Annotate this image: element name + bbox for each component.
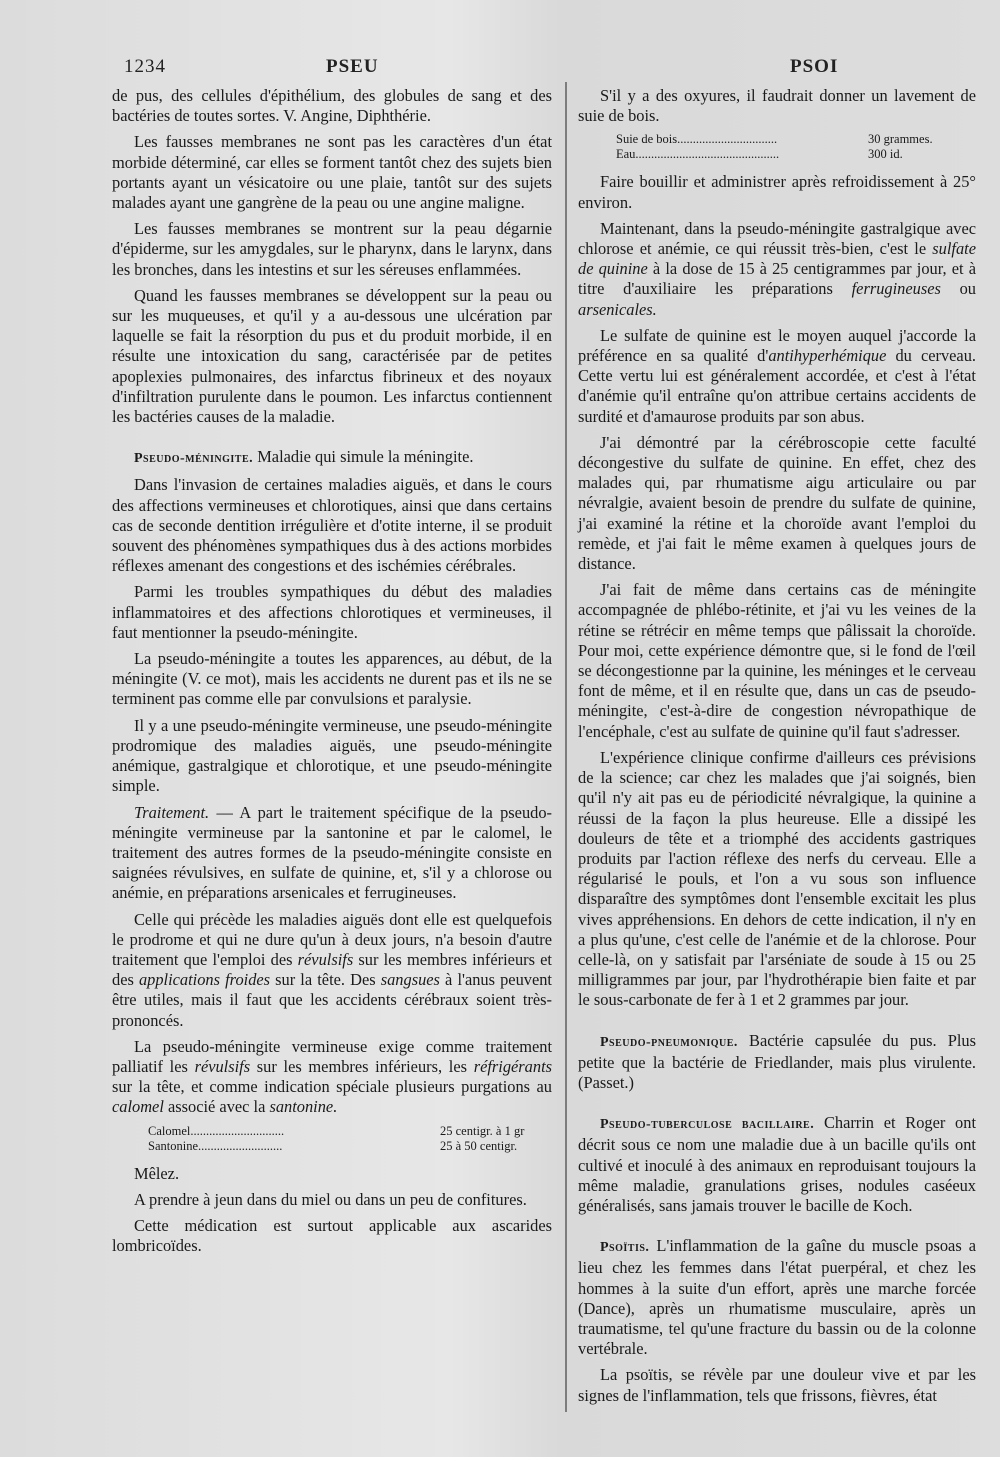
entry-pseudo-tuberculose [578, 1113, 976, 1216]
recipe-row [148, 1124, 552, 1139]
paragraph-text: — A part le traitement spécifique de la pseudo-méningite vermineuse par la santonine et par le calomel, le traitement des autres formes de la pseudo-méningite consiste en saignées révulsives, en sulfate de quinine, et, s'il y a chlorose ou anémie, en préparations arsenicales et ferrugineuses. [112, 802, 552, 903]
entry-headword: Pseudo-pneumonique. [600, 1034, 738, 1050]
text: sur la tête. Des [270, 970, 381, 990]
recipe-table [616, 132, 976, 162]
paragraph [578, 219, 976, 320]
entry-definition: Bactérie capsulée du pus. Plus petite que la bactérie de Friedlander, mais plus virulente. [578, 1030, 976, 1072]
paragraph: J'ai fait de même dans certains cas de méningite accompagnée de phlébo-rétinite, et j'ai vu les veines de la rétine se rétrécir en même temps que pâlissait la choroïde. Pour moi, cette expérience démontre que, si le fond de l'œil se décongestionne par la quinine, les méninges et le cerveau font de même, et il en résulte que, dans un cas de pseudo-méningite, c'est-à-dire de congestion névropathique de l'encéphale, c'est au sulfate de quinine qu'il faut s'adresser. [578, 580, 976, 741]
dose: 30 grammes. [868, 132, 933, 147]
text: Celle qui précède les maladies aiguës dont elle est quelquefois le prodrome et qui ne dure qu'un à deux jours, n'a besoin d'autre traitement que l'emploi des [112, 909, 552, 969]
emphasis: ferrugineuses [851, 279, 941, 299]
page-number: 1234 [124, 56, 166, 77]
dose: 25 à 50 centigr. [440, 1138, 518, 1153]
emphasis: révulsifs [194, 1056, 251, 1076]
entry-definition: L'inflammation de la gaîne du muscle psoas a lieu chez les femmes dans l'état puerpéral, et chez les hommes à la suite d'un effort, après une marche forcée (Dance), après un rhumatisme musculaire, après un traumatisme, tel qu'une fracture du bassin ou de la colonne vertébrale. [578, 1236, 976, 1359]
paragraph: J'ai démontré par la cérébroscopie cette faculté décongestive du sulfate de quinine. En effet, chez des malades qui, par rhumatisme aigu articulaire ou par névralgie, avaient besoin de prendre du sulfate de quinine, j'ai examiné la rétine et la choroïde avant l'emploi du remède, et j'ai fait le même examen à quelques jours de distance. [578, 432, 976, 574]
entry-pseudo-meningite [112, 447, 552, 469]
text: Maintenant, dans la pseudo-méningite gastralgique avec chlorose et anémie, ce qui réussit très-bien, c'est le [578, 218, 976, 259]
text: Le sulfate de quinine est le moyen auquel j'accorde la préférence en sa qualité d' [578, 325, 976, 366]
paragraph: de pus, des cellules d'épithélium, des globules de sang et des bactéries de toutes sortes. V. Angine, Diphthérie. [112, 86, 552, 126]
paragraph [112, 1037, 552, 1118]
ingredient: Eau.............................................. [616, 147, 780, 162]
paragraph: Parmi les troubles sympathiques du début des maladies inflammatoires et des affections chlorotiques et vermineuses, il faut mentionner la pseudo-méningite. [112, 582, 552, 642]
entry-psoitis [578, 1236, 976, 1359]
emphasis: sangsues [380, 970, 440, 990]
text: sur la tête, et comme indication spéciale plusieurs purgations au [112, 1077, 552, 1097]
paragraph: Les fausses membranes se montrent sur la peau dégarnie d'épiderme, sur les amygdales, sur le pharynx, dans le larynx, dans les bronches, dans les intestins et sur les séreuses enflammées. [112, 219, 552, 279]
ingredient: Calomel.............................. [148, 1123, 285, 1138]
entry-definition: Charrin et Roger ont décrit sous ce nom une maladie due à un bacille qu'ils ont cultivé et inoculé à des animaux en reproduisant toujours la même maladie, granulations grises, nodules caséeux généralisés, sans jamais trouver le bacille de Koch. [578, 1113, 976, 1215]
paragraph: Cette médication est surtout applicable aux ascarides lombricoïdes. [112, 1215, 552, 1256]
text: associé avec la [163, 1097, 270, 1117]
paragraph: Dans l'invasion de certaines maladies aiguës, et dans le cours des affections vermineuses et chlorotiques, ainsi que dans certains cas de seconde dentition irrégulière et d'otite interne, il se produit souvent des phénomènes sympathiques dus à des actions morbides réflexes amenant des congestions et des ischémies cérébrales. [112, 475, 552, 576]
emphasis: révulsifs [297, 949, 354, 969]
entry-headword: Pseudo-méningite. [134, 451, 254, 467]
entry-definition: Maladie qui simule la méningite. [253, 447, 474, 467]
emphasis: calomel [112, 1097, 164, 1117]
emphasis: applications froides [138, 970, 271, 990]
emphasis: arsenicales. [578, 299, 657, 319]
paragraph: Il y a une pseudo-méningite vermineuse, une pseudo-méningite prodromique des maladies aiguës, une pseudo-méningite anémique, gastralgique et chlorotique, et une pseudo-méningite simple. [112, 715, 552, 796]
dose: 300 id. [868, 147, 903, 162]
recipe-table [148, 1124, 552, 1154]
text: à la dose de 15 à 25 centigrammes par jour, et à titre d'auxiliaire les préparations [578, 259, 976, 299]
column-divider [565, 82, 567, 1412]
emphasis: antihyperhémique [768, 346, 887, 366]
paragraph: La pseudo-méningite a toutes les apparences, au début, de la méningite (V. ce mot), mais les accidents ne durent pas et ils ne se terminent pas comme elle par convulsions et paralysie. [112, 649, 552, 709]
entry-headword: Pseudo-tuberculose bacillaire. [600, 1117, 815, 1133]
dose: 25 centigr. à 1 gr [440, 1123, 525, 1138]
paragraph: Les fausses membranes ne sont pas les caractères d'un état morbide déterminé, car elles se forment tantôt chez des sujets bien portants ayant un vésicatoire ou une plaie, tantôt sur des sujets malades ayant une gangrène de la peau ou une angine maligne. [112, 132, 552, 213]
text: du cerveau. Cette vertu lui est généralement accordée, et c'est à l'état d'anémie qu'il entraîne qu'on attribue certains accidents de surdité et d'amaurose produits par son abus. [578, 346, 977, 426]
text: sur les membres inférieurs, les [250, 1056, 474, 1076]
paragraph: S'il y a des oxyures, il faudrait donner un lavement de suie de bois. [578, 86, 976, 126]
paragraph: Mêlez. [134, 1163, 180, 1183]
emphasis: réfrigérants [473, 1056, 552, 1076]
paragraph [112, 910, 552, 1031]
entry-headword: Psoïtis. [600, 1240, 650, 1256]
left-column [112, 86, 552, 1262]
entry-pseudo-pneumonique [578, 1031, 976, 1094]
running-head-right: PSOI [790, 56, 839, 77]
recipe-row [616, 147, 976, 162]
emphasis: santonine. [269, 1097, 338, 1117]
emphasis: sulfate de quinine [578, 239, 976, 279]
paragraph: A prendre à jeun dans du miel ou dans un peu de confitures. [134, 1189, 527, 1209]
paragraph: La psoïtis, se révèle par une douleur vive et par les signes de l'inflammation, tels que frissons, fièvres, état [578, 1365, 976, 1405]
right-column [578, 86, 976, 1412]
text: à l'anus peuvent être utiles, mais il faut que les accidents cérébraux soient très-prononcés. [112, 970, 552, 1030]
text: ou [940, 279, 976, 299]
recipe-row [148, 1139, 552, 1154]
citation: (Passet.) [578, 1072, 634, 1092]
text: La pseudo-méningite vermineuse exige comme traitement palliatif les [112, 1036, 552, 1076]
recipe-row [616, 132, 976, 147]
paragraph: Quand les fausses membranes se développent sur la peau ou sur les muqueuses, et qu'il y a au-dessous une ulcération par laquelle se fait la résorption du pus et du produit morbide, il en résulte une intoxication du sang, caractérisée par de petites apoplexies pulmonaires, des infarctus fibrineux et des noyaux d'infiltration purulente dans le poumon. Les infarctus contiennent les bactéries causes de la maladie. [112, 285, 552, 427]
section-label: Traitement. [134, 802, 210, 822]
ingredient: Santonine........................... [148, 1138, 283, 1153]
paragraph [578, 326, 976, 427]
running-head-left: PSEU [326, 56, 379, 77]
ingredient: Suie de bois................................ [616, 132, 778, 147]
paragraph: Faire bouillir et administrer après refroidissement à 25° environ. [578, 172, 976, 212]
paragraph: L'expérience clinique confirme d'ailleurs ces prévisions de la science; car chez les malades que j'ai soignés, bien qu'il n'y ait pas eu de périodicité névralgique, la quinine a réussi de la façon la plus heureuse. Elle a dissipé les douleurs de tête et a triomphé des accidents gastriques produits par l'action réflexe des nerfs du cerveau. Elle a régularisé le pouls, et l'on a vu sous son influence disparaître des symptômes dont l'ensemble excitait les plus vives appréhensions. En dehors de cette indication, il n'y en a plus qu'une, c'est celle de l'anémie et de la chlorose. Pour celle-là, on y satisfait par l'arséniate de soude à 15 ou 25 milligrammes par jour, par l'hydrothérapie bien faite et par le sous-carbonate de fer à 1 et 2 grammes par jour. [578, 747, 976, 1010]
paragraph-traitement [112, 803, 552, 904]
text: sur les membres inférieurs et des [112, 949, 552, 990]
